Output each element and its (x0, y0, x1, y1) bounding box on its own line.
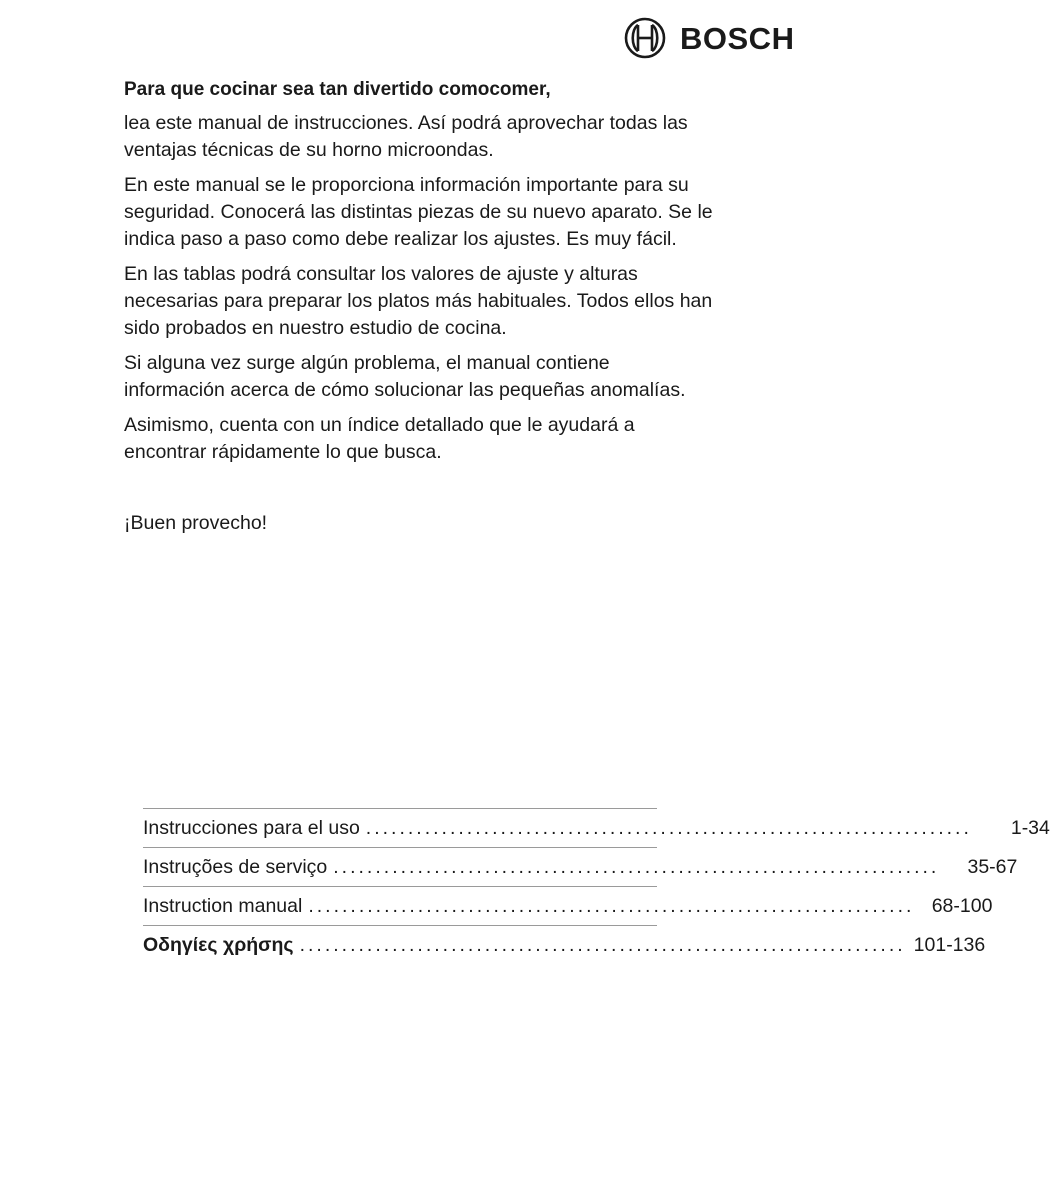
toc-title: Instrucciones para el uso (143, 816, 360, 839)
intro-paragraph-3: En las tablas podrá consultar los valores de ajuste y alturas necesarias para preparar los platos más habituales. Todos ellos han sido probados en nuestro estudio de cocina. (124, 263, 713, 339)
toc-title: Instruções de serviço (143, 855, 328, 878)
toc-title: Οδηγίες χρήσης (143, 933, 294, 956)
intro-paragraph-2: En este manual se le proporciona información importante para su seguridad. Conocerá las distintas piezas de su nuevo aparato. Se le indica paso a paso como debe realizar los ajustes. Es muy fácil. (124, 174, 713, 250)
toc-page-range: 101-136 (913, 933, 986, 956)
brand-logo (624, 16, 794, 60)
intro-section (124, 76, 714, 537)
toc-row-english[interactable] (143, 887, 993, 926)
toc-title: Instruction manual (143, 894, 303, 917)
toc-row-spanish[interactable] (143, 809, 1050, 848)
toc-row-portuguese[interactable] (143, 848, 1018, 887)
brand-name: BOSCH (680, 20, 795, 56)
toc-page-range: 35-67 (967, 855, 1018, 878)
toc-page-range: 68-100 (931, 894, 993, 917)
toc-leader-dots: ........................................................................ (308, 894, 915, 917)
toc-leader-dots: ........................................................................ (365, 816, 972, 839)
toc-row-greek[interactable] (143, 926, 986, 964)
table-of-contents (143, 808, 1050, 964)
toc-leader-dots: ........................................................................ (333, 855, 940, 878)
intro-headline: Para que cocinar sea tan divertido comocomer, (124, 79, 551, 100)
bosch-armature-icon (624, 17, 666, 59)
intro-paragraph-1: lea este manual de instrucciones. Así podrá aprovechar todas las ventajas técnicas de su horno microondas. (124, 112, 688, 161)
toc-page-range: 1-34 (1010, 816, 1050, 839)
intro-paragraph-5: Asimismo, cuenta con un índice detallado que le ayudará a encontrar rápidamente lo que busca. (124, 414, 635, 463)
intro-paragraph-4: Si alguna vez surge algún problema, el manual contiene información acerca de cómo solucionar las pequeñas anomalías. (124, 352, 686, 401)
toc-leader-dots: ........................................................................ (299, 933, 906, 956)
intro-closing: ¡Buen provecho! (124, 512, 268, 534)
